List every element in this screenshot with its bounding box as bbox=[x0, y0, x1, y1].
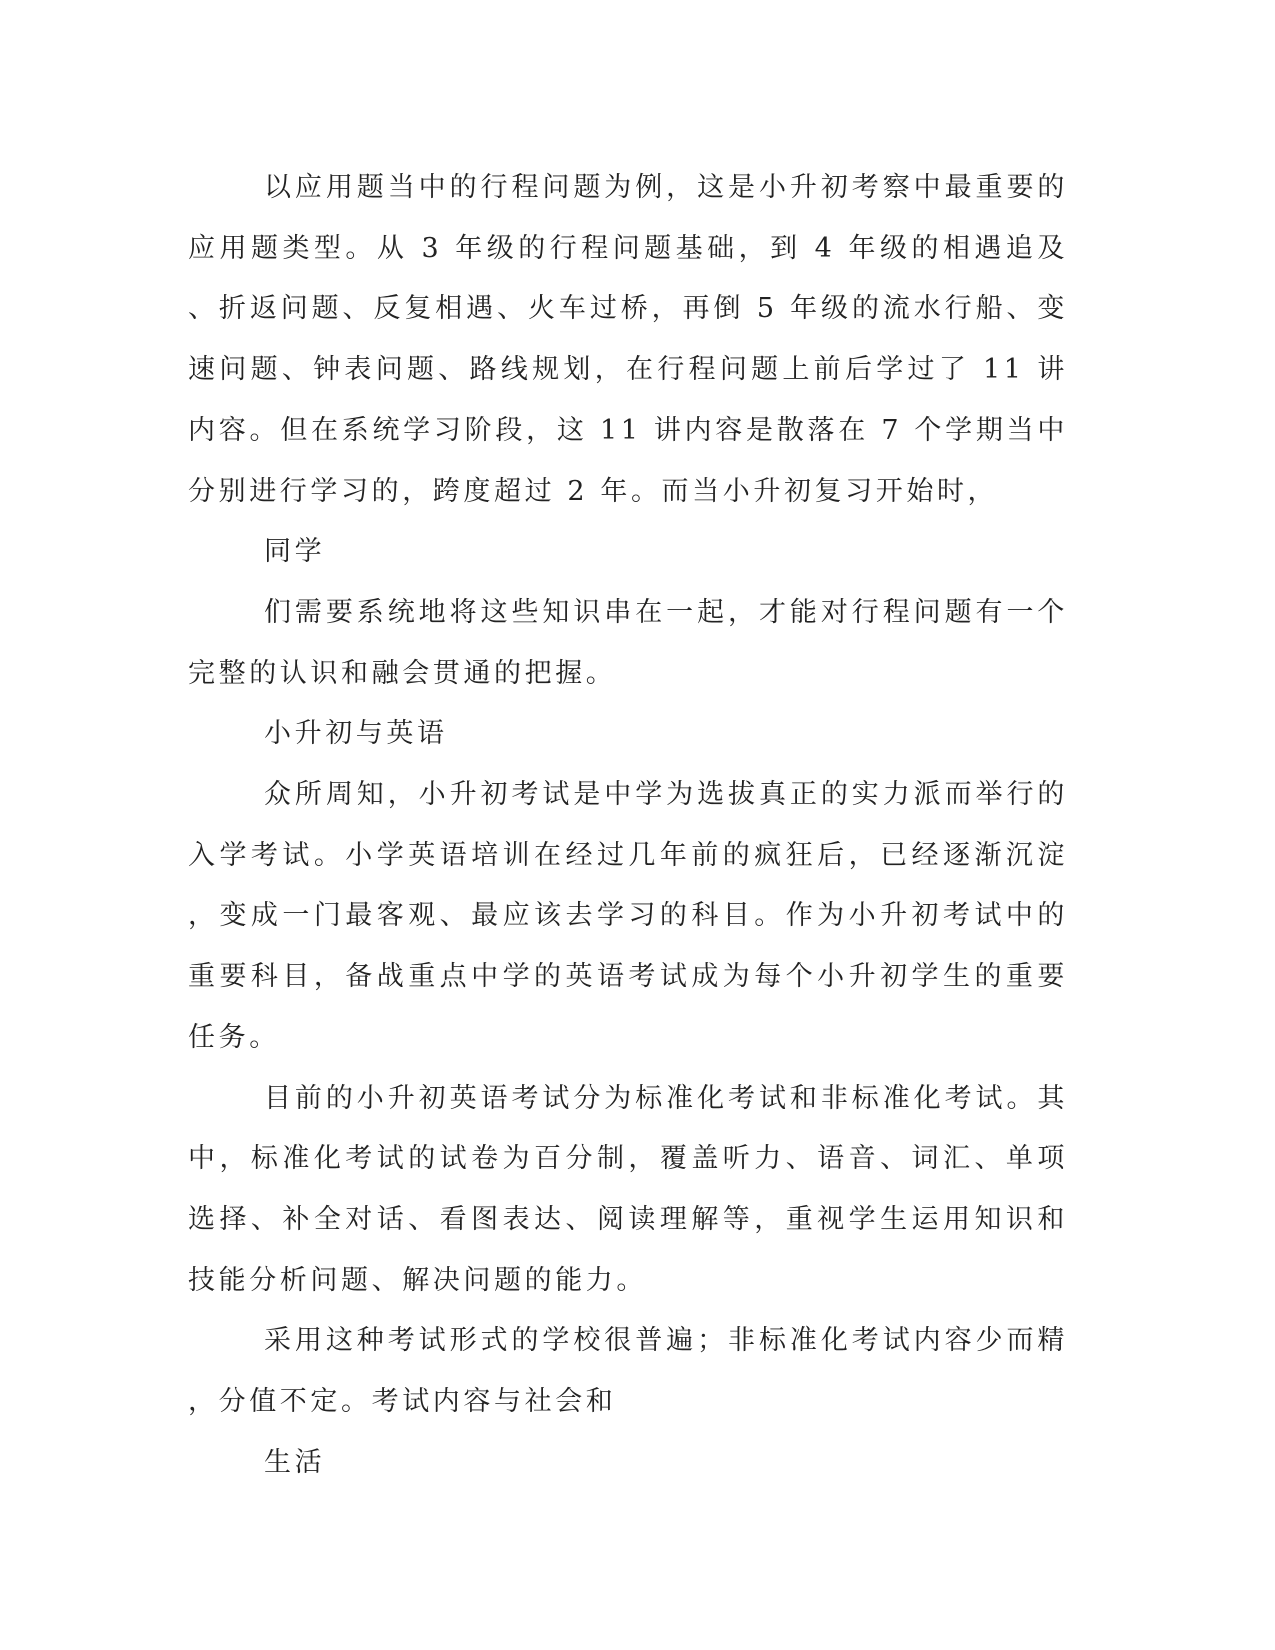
paragraph-life: 生活 bbox=[264, 1446, 326, 1478]
paragraph-non-standard-exam: 采用这种考试形式的学校很普遍；非标准化考试内容少而精，分值不定。考试内容与社会和 bbox=[188, 1325, 1068, 1418]
paragraph-classmates: 同学 bbox=[264, 536, 326, 568]
document-body bbox=[188, 158, 1068, 1493]
paragraph-travel-problems: 以应用题当中的行程问题为例，这是小升初考察中最重要的应用题类型。从 3 年级的行程问题基础，到 4 年级的相遇追及、折返问题、反复相遇、火车过桥，再倒 5 年级的流水行船、变速问题、钟表问题、路线规划，在行程问题上前后学过了 11 讲内容。但在系统学习阶段，这 11 讲内容是散落在 7 个学期当中分别进行学习的，跨度超过 2 年。而当小升初复习开始时， bbox=[188, 172, 1068, 507]
paragraph-entrance-exam: 众所周知，小升初考试是中学为选拔真正的实力派而举行的入学考试。小学英语培训在经过几年前的疯狂后，已经逐渐沉淀，变成一门最客观、最应该去学习的科目。作为小升初考试中的重要科目，备战重点中学的英语考试成为每个小升初学生的重要任务。 bbox=[188, 779, 1068, 1053]
paragraph-exam-types: 目前的小升初英语考试分为标准化考试和非标准化考试。其中，标准化考试的试卷为百分制，覆盖听力、语音、词汇、单项选择、补全对话、看图表达、阅读理解等，重视学生运用知识和技能分析问题、解决问题的能力。 bbox=[188, 1082, 1068, 1296]
paragraph-systematic-review: 们需要系统地将这些知识串在一起，才能对行程问题有一个完整的认识和融会贯通的把握。 bbox=[188, 596, 1068, 689]
section-heading-english: 小升初与英语 bbox=[264, 718, 448, 750]
